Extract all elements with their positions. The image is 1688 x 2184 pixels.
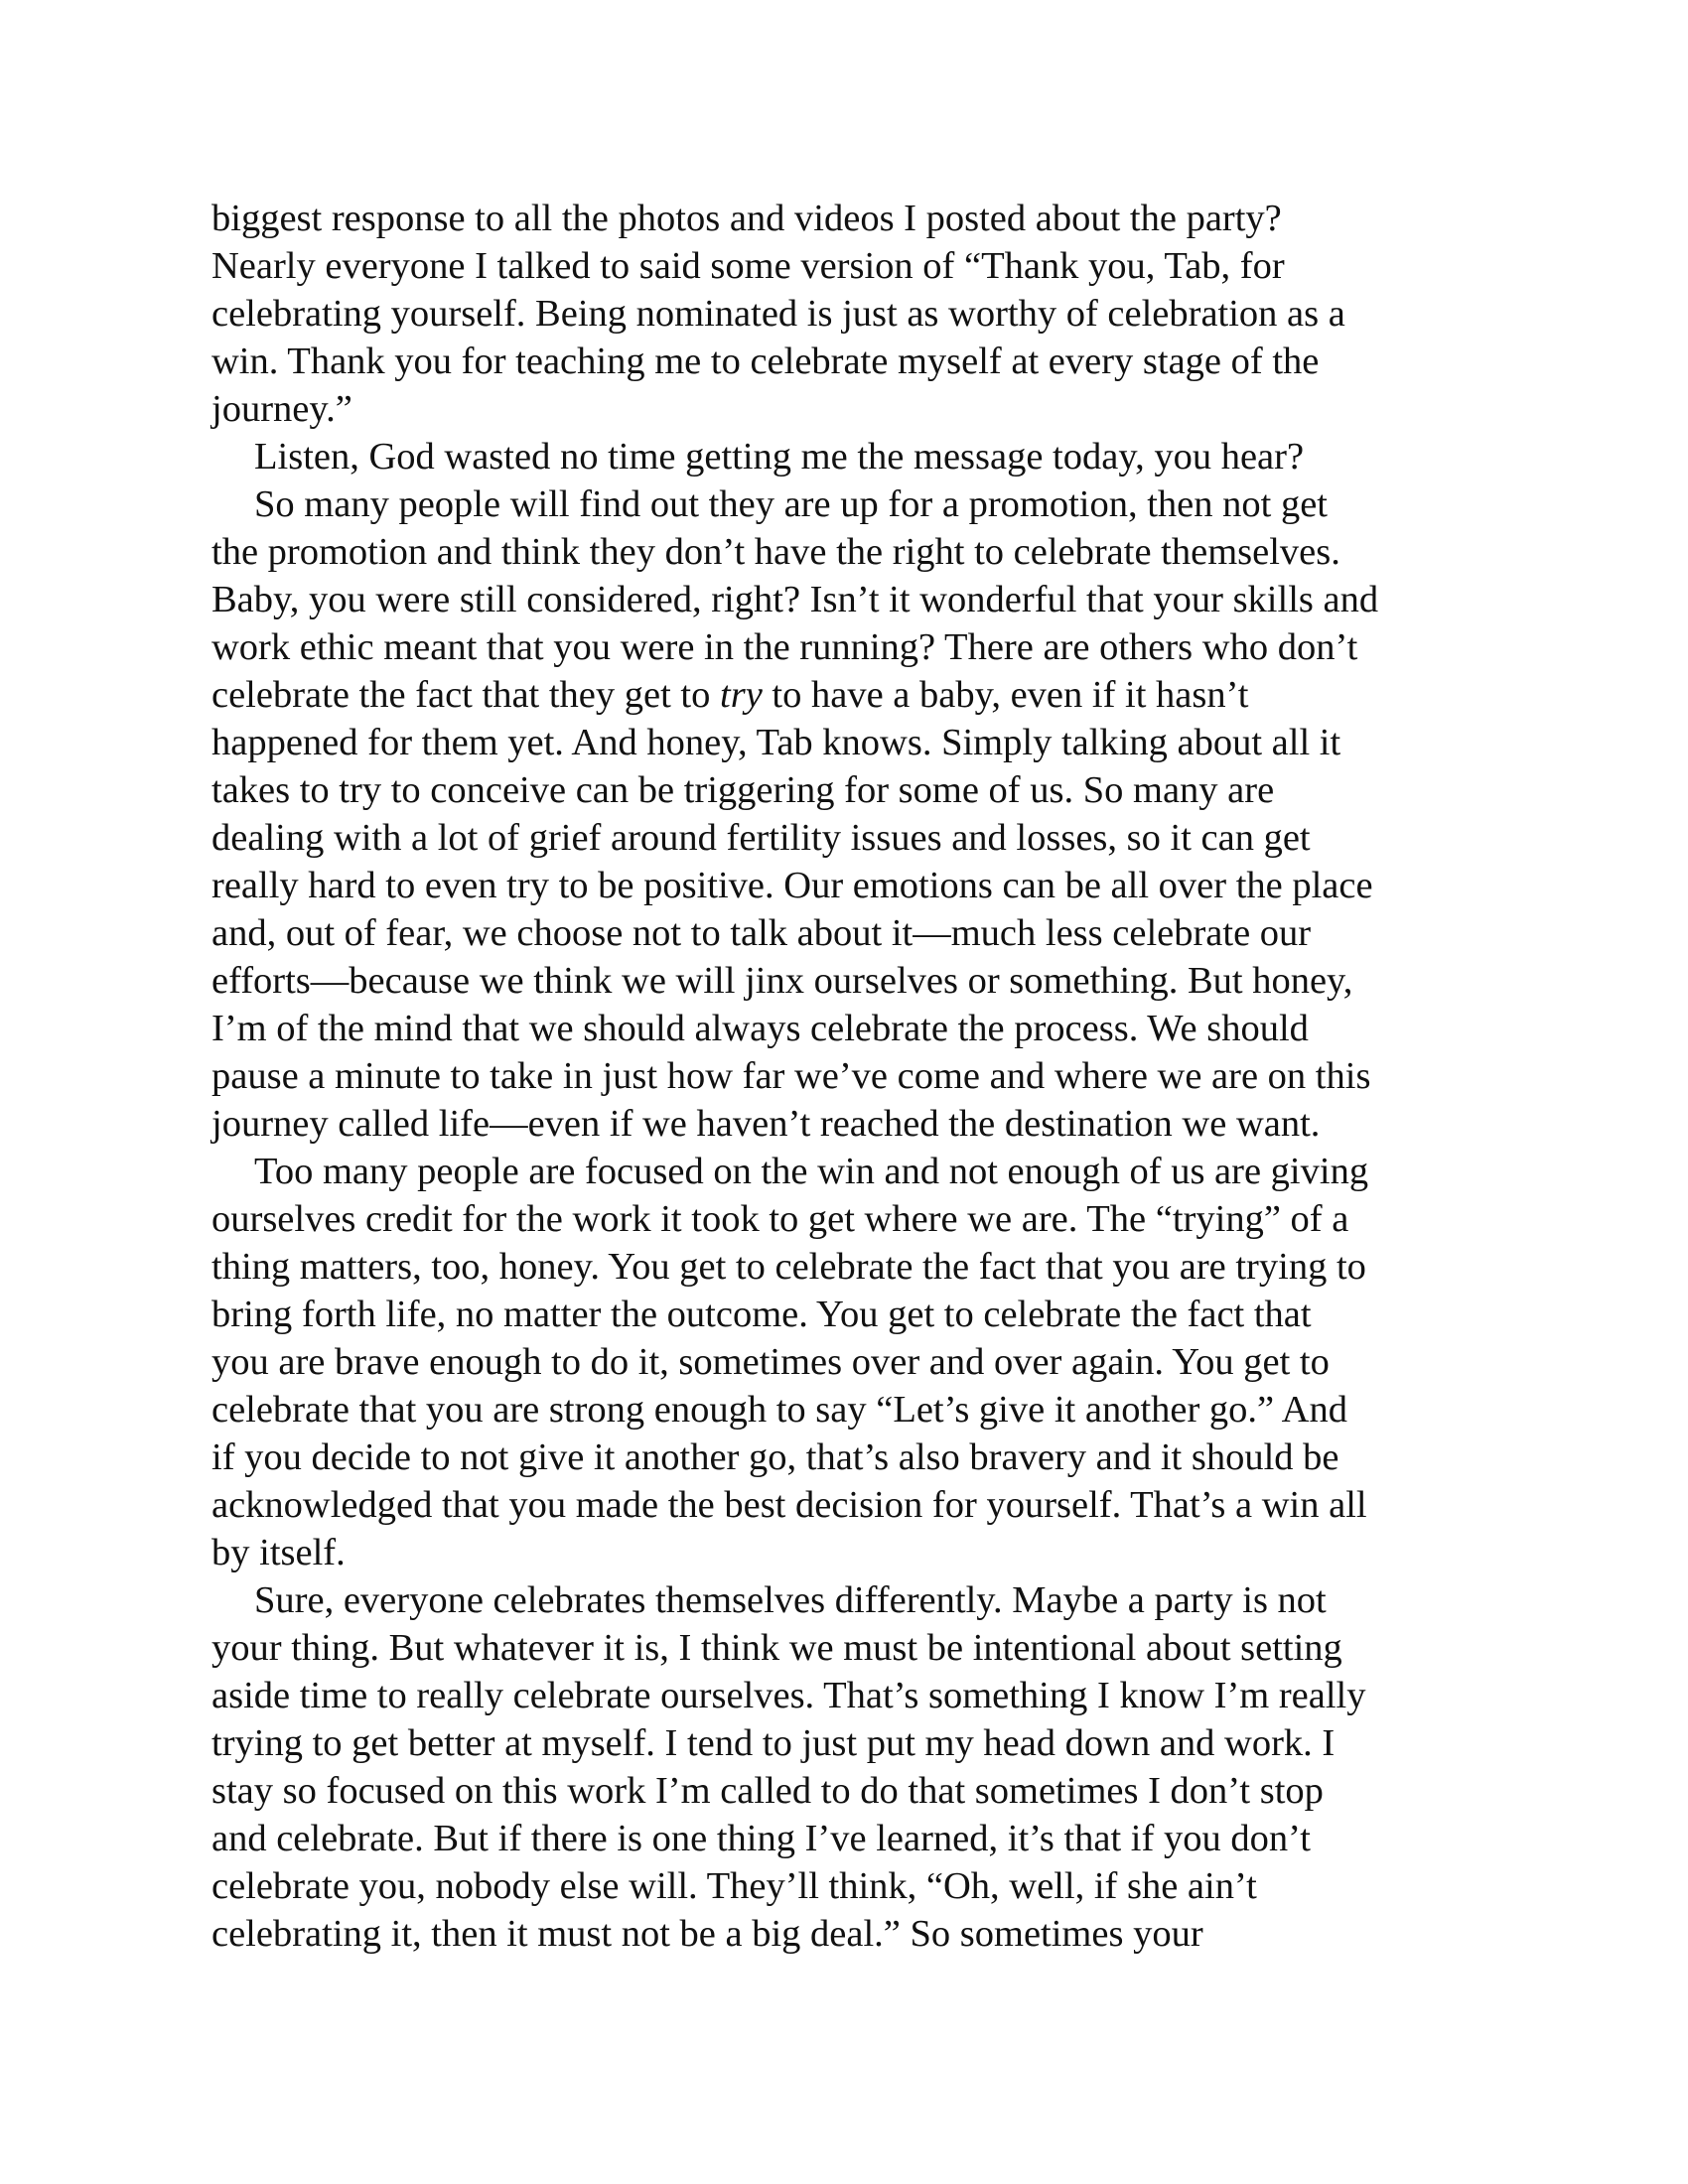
text-segment: celebrating it, then it must not be a big deal.” So sometimes your [211,1913,1203,1955]
text-segment: aside time to really celebrate ourselves. That’s something I know I’m really [211,1675,1366,1716]
text-segment: if you decide to not give it another go, that’s also bravery and it should be [211,1436,1339,1478]
text-line [211,290,1492,338]
text-line [211,195,1492,242]
text-line [211,1815,1492,1862]
text-line [211,1291,1492,1338]
text-segment: and, out of fear, we choose not to talk about it—much less celebrate our [211,912,1312,954]
text-segment: celebrate that you are strong enough to say “Let’s give it another go.” And [211,1389,1347,1431]
text-line [211,338,1492,385]
text-segment: takes to try to conceive can be triggering for some of us. So many are [211,769,1275,811]
paragraph [211,1576,1492,1958]
text-segment: thing matters, too, honey. You get to celebrate the fact that you are trying to [211,1246,1366,1288]
text-segment: and celebrate. But if there is one thing I’ve learned, it’s that if you don’t [211,1818,1311,1859]
text-line [211,1862,1492,1910]
text-segment: you are brave enough to do it, sometimes over and over again. You get to [211,1341,1330,1383]
text-segment: acknowledged that you made the best decision for yourself. That’s a win all [211,1484,1367,1526]
text-line [211,1767,1492,1815]
paragraph [211,195,1492,433]
text-line [211,1624,1492,1672]
text-line [211,576,1492,623]
text-line [211,433,1492,480]
paragraph [211,433,1492,480]
text-line [211,671,1492,719]
text-line [211,862,1492,909]
text-segment: celebrating yourself. Being nominated is just as worthy of celebration as a [211,293,1345,335]
text-line [211,1910,1492,1958]
text-line [211,528,1492,576]
text-line [211,957,1492,1005]
text-line [211,1338,1492,1386]
text-segment: ourselves credit for the work it took to get where we are. The “trying” of a [211,1198,1349,1240]
body-text [211,195,1492,1958]
text-segment: happened for them yet. And honey, Tab knows. Simply talking about all it [211,722,1341,763]
text-segment: to have a baby, even if it hasn’t [762,674,1249,716]
text-segment: win. Thank you for teaching me to celebrate myself at every stage of the [211,341,1320,382]
text-segment: celebrate the fact that they get to [211,674,721,716]
text-line [211,909,1492,957]
text-segment: biggest response to all the photos and videos I posted about the party? [211,198,1282,239]
text-segment: Listen, God wasted no time getting me the message today, you hear? [254,436,1305,478]
text-segment: by itself. [211,1532,346,1573]
text-line [211,719,1492,766]
text-line [211,814,1492,862]
text-line [211,1100,1492,1148]
text-segment: work ethic meant that you were in the running? There are others who don’t [211,626,1358,668]
text-line [211,1148,1492,1195]
text-segment: celebrate you, nobody else will. They’ll think, “Oh, well, if she ain’t [211,1865,1257,1907]
paragraph [211,1148,1492,1576]
book-page [211,195,1492,1958]
text-segment: efforts—because we think we will jinx ourselves or something. But honey, [211,960,1353,1002]
text-line [211,1433,1492,1481]
text-line [211,1005,1492,1052]
text-segment: bring forth life, no matter the outcome. You get to celebrate the fact that [211,1294,1312,1335]
text-line [211,385,1492,433]
text-line [211,1481,1492,1529]
text-segment: stay so focused on this work I’m called to do that sometimes I don’t stop [211,1770,1324,1812]
text-line [211,1052,1492,1100]
text-segment: journey.” [211,388,352,430]
text-segment: dealing with a lot of grief around fertility issues and losses, so it can get [211,817,1311,859]
text-line [211,1529,1492,1576]
text-line [211,480,1492,528]
text-line [211,1386,1492,1433]
paragraph [211,480,1492,1148]
text-segment: trying to get better at myself. I tend to just put my head down and work. I [211,1722,1336,1764]
text-line [211,623,1492,671]
text-segment: Baby, you were still considered, right? Isn’t it wonderful that your skills and [211,579,1379,620]
text-segment: the promotion and think they don’t have the right to celebrate themselves. [211,531,1340,573]
text-segment: I’m of the mind that we should always celebrate the process. We should [211,1008,1309,1049]
text-segment: really hard to even try to be positive. Our emotions can be all over the place [211,865,1373,906]
text-segment: pause a minute to take in just how far we’ve come and where we are on this [211,1055,1371,1097]
text-segment: So many people will find out they are up for a promotion, then not get [254,483,1328,525]
text-line [211,1195,1492,1243]
text-segment: Nearly everyone I talked to said some version of “Thank you, Tab, for [211,245,1285,287]
text-line [211,242,1492,290]
text-line [211,1672,1492,1719]
text-line [211,1576,1492,1624]
text-line [211,766,1492,814]
text-segment: Too many people are focused on the win and not enough of us are giving [254,1151,1369,1192]
italic-word: try [720,674,763,716]
text-segment: Sure, everyone celebrates themselves differently. Maybe a party is not [254,1579,1327,1621]
text-line [211,1243,1492,1291]
text-segment: your thing. But whatever it is, I think we must be intentional about setting [211,1627,1342,1669]
text-segment: journey called life—even if we haven’t reached the destination we want. [211,1103,1321,1145]
text-line [211,1719,1492,1767]
